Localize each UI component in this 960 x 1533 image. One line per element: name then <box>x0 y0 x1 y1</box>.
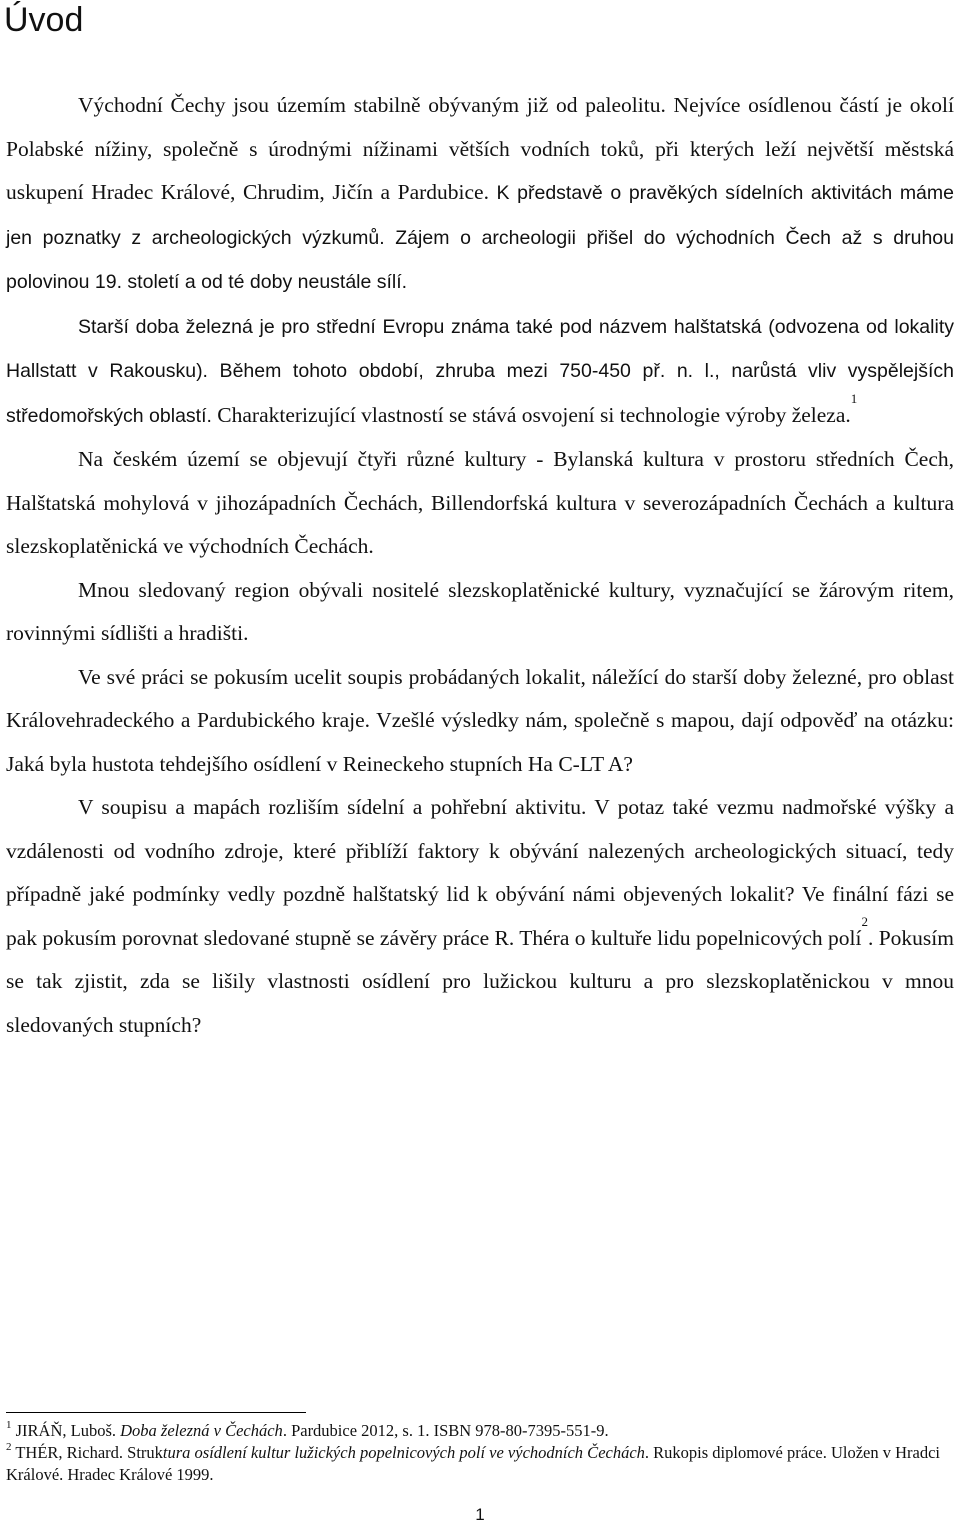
paragraph-hallstatt <box>6 305 954 439</box>
paragraph-hallstatt-part2: Charakterizující vlastností se stává osvojení si technologie výroby železa. <box>217 402 851 427</box>
footnote-2-number: 2 <box>6 1441 12 1453</box>
paragraph-goals: Ve své práci se pokusím ucelit soupis probádaných lokalit, náležící do starší doby železné, pro oblast Královehradeckého a Pardubického kraje. Vzešlé výsledky nám, společně s mapou, dají odpověď na otázku: Jaká byla hustota tehdejšího osídlení v Reineckeho stupních Ha C-LT A? <box>6 664 954 776</box>
footnote-1-title: Doba železná v Čechách <box>120 1421 283 1440</box>
paragraph-hallstatt-part1: Starší doba železná je pro střední Evropu známa také pod názvem halštatská (odvozena od lokality Hallstatt v Rakousku). Během tohoto období, zhruba mezi 750-450 př. n. l., narůstá vliv vyspělejších středomořských oblastí. <box>6 315 954 427</box>
footnotes <box>6 1420 954 1486</box>
footnote-ref-2[interactable]: 2 <box>861 913 868 929</box>
paragraph-method-part2: . Pokusím se tak zjistit, zda se lišily vlastnosti osídlení pro lužickou kulturu a pro slezskoplatěnickou v mnou sledovaných stupních? <box>6 925 954 1037</box>
footnote-ref-1[interactable]: 1 <box>850 390 858 406</box>
paragraph-region: Mnou sledovaný region obývali nositelé slezskoplatěnické kultury, vyznačující se žárovým ritem, rovinnými sídlišti a hradišti. <box>6 577 954 645</box>
body-text <box>6 84 954 1047</box>
page-title: Úvod <box>4 1 84 39</box>
footnote-1-number: 1 <box>6 1419 12 1431</box>
paragraph-method-part1: V soupisu a mapách rozliším sídelní a pohřební aktivitu. V potaz také vezmu nadmořské výšky a vzdálenosti od vodního zdroje, které přiblíží faktory k obývání nalezených archeologických situací, tedy případně jaké podmínky vedly pozdně halštatský lid k obývání námi objevených lokalit? Ve finální fázi se pak pokusím porovnat sledované stupně se závěry práce R. Théra o kultuře lidu popelnicových polí <box>6 795 954 950</box>
paragraph-cultures: Na českém území se objevují čtyři různé kultury - Bylanská kultura v prostoru středních Čech, Halštatská mohylová v jihozápadních Čechách, Billendorfská kultura v severozápadních Čechách a kultura slezskoplatěnická ve východních Čechách. <box>6 447 954 558</box>
page-number: 1 <box>475 1505 485 1524</box>
footnote-1 <box>6 1420 954 1442</box>
footnote-separator <box>6 1412 306 1413</box>
footnote-2-title: tura osídlení kultur lužických popelnicových polí ve východních Čechách <box>162 1443 645 1462</box>
paragraph-method <box>6 786 954 1047</box>
paragraph-intro <box>6 84 954 305</box>
footnote-1-rest: . Pardubice 2012, s. 1. ISBN 978-80-7395-551-9. <box>282 1421 609 1440</box>
footnote-1-author: JIRÁŇ, Luboš. <box>15 1421 117 1440</box>
footnote-2-author: THÉR, Richard. Struk <box>15 1443 163 1462</box>
footnote-2 <box>6 1442 954 1486</box>
paragraph-intro-part2: K představě o pravěkých sídelních aktivitách máme jen poznatky z archeologických výzkumů. Zájem o archeologii přišel do východních Čech až s druhou polovinou 19. století a od té doby neustále sílí. <box>6 182 954 293</box>
footnote-2-rest: . Rukopis diplomové práce. Uložen v Hradci Králové. Hradec Králové 1999. <box>6 1443 941 1484</box>
paragraph-intro-part1: Východní Čechy jsou územím stabilně obývaným již od paleolitu. Nejvíce osídlenou částí je okolí Polabské nížiny, společně s úrodnými nížinami větších vodních toků, při kterých leží největší městská uskupení Hradec Králové, Chrudim, Jičín a Pardubice. <box>6 93 954 204</box>
